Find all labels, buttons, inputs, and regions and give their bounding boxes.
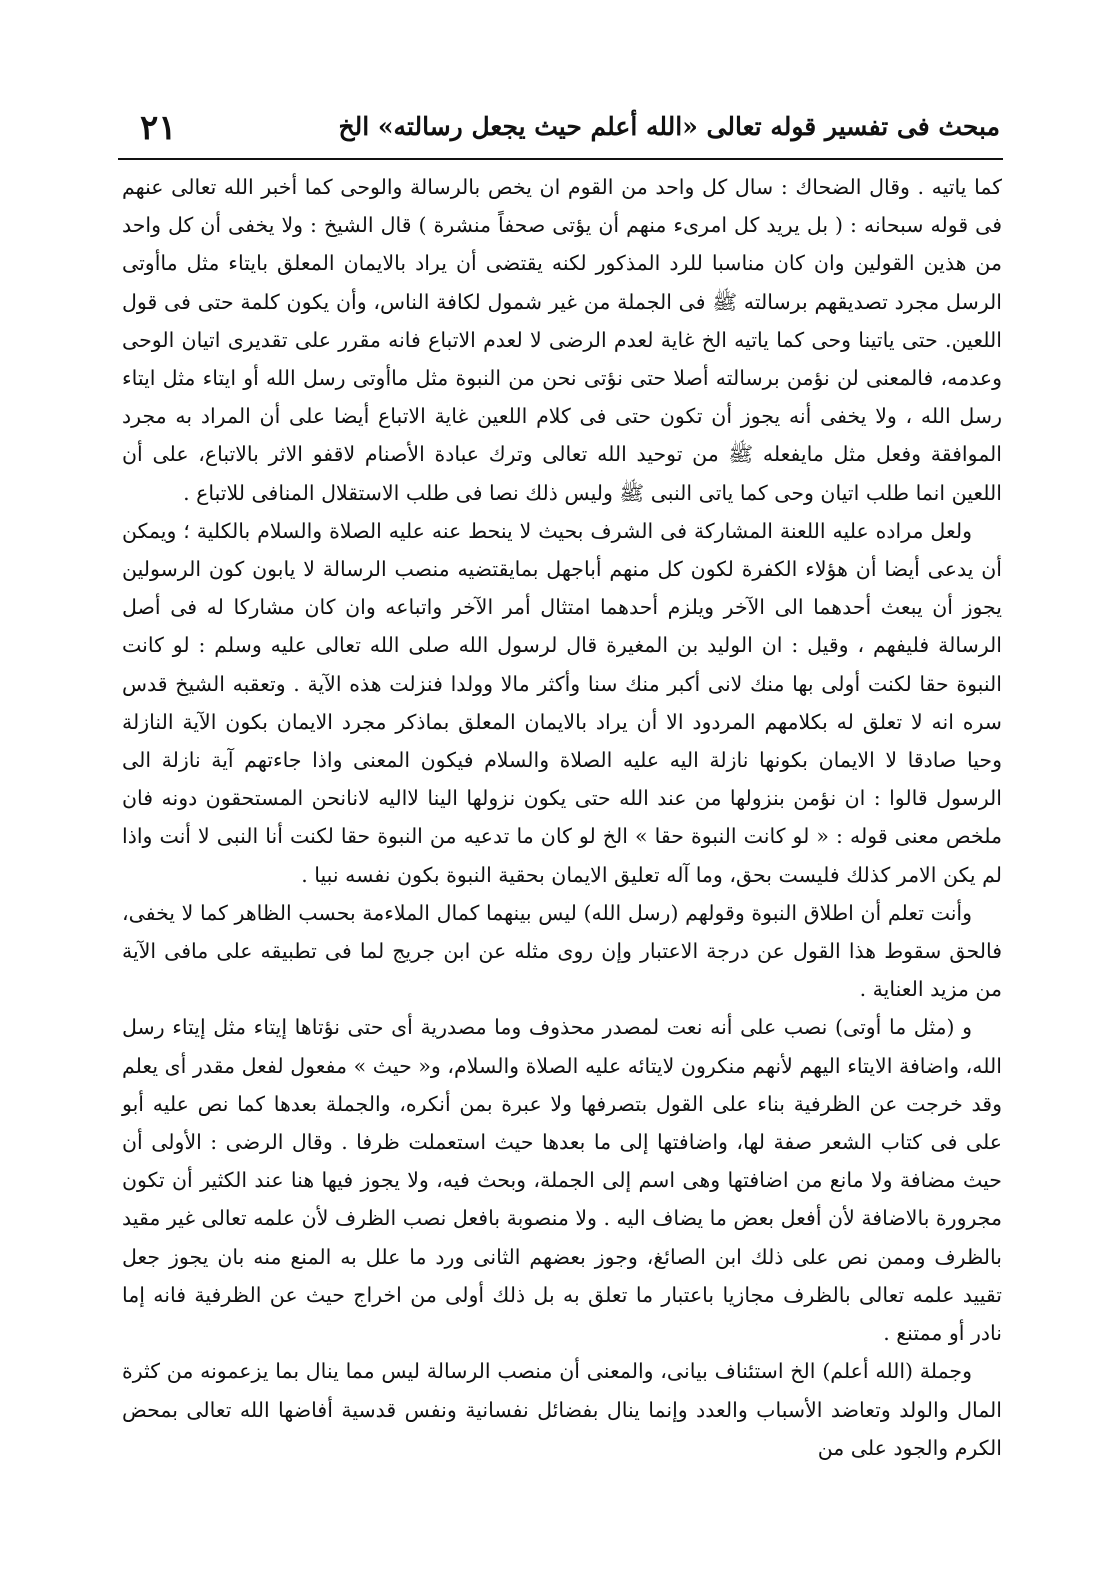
page-number: ٢١ xyxy=(140,108,177,148)
paragraph: كما ياتيه . وقال الضحاك : سال كل واحد من القوم ان يخص بالرسالة والوحى كما أخبر الله تعالى عنهم فى قوله سبحانه : ( بل يريد كل امرىء منهم أن يؤتى صحفاً منشرة ) قال الشيخ : ولا يخفى أن كل واحد من هذين القولين وان كان مناسبا للرد المذكور لكنه يقتضى أن يراد بالايمان المعلق بايتاء مثل ماأوتى الرسل مجرد تصديقهم برسالته ﷺ فى الجملة من غير شمول لكافة الناس، وأن يكون كلمة حتى فى قول اللعين. حتى ياتينا وحى كما ياتيه الخ غاية لعدم الرضى لا لعدم الاتباع فانه مقرر على تقديرى اتيان الوحى وعدمه، فالمعنى لن نؤمن برسالته أصلا حتى نؤتى نحن من النبوة مثل ماأوتى رسل الله أو ايتاء مثل ايتاء رسل الله ، ولا يخفى أنه يجوز أن تكون حتى فى كلام اللعين غاية الاتباع أيضا على أن المراد به مجرد الموافقة وفعل مثل مايفعله ﷺ من توحيد الله تعالى وترك عبادة الأصنام لاقفو الاثر بالاتباع، على أن اللعين انما طلب اتيان وحى كما ياتى النبى ﷺ وليس ذلك نصا فى طلب الاستقلال المنافى للاتباع . xyxy=(122,175,1002,505)
header-divider xyxy=(118,158,1003,160)
paragraph: ولعل مراده عليه اللعنة المشاركة فى الشرف بحيث لا ينحط عنه عليه الصلاة والسلام بالكلية ؛ ويمكن أن يدعى أيضا أن هؤلاء الكفرة لكون كل منهم أباجهل بمايقتضيه منصب الرسالة لا يابون كون الرسولين يجوز أن يبعث أحدهما الى الآخر ويلزم أحدهما امتثال أمر الآخر واتباعه وان كان مشاركا له فى أصل الرسالة فليفهم ، وقيل : ان الوليد بن المغيرة قال لرسول الله صلى الله تعالى عليه وسلم : لو كانت النبوة حقا لكنت أولى بها منك لانى أكبر منك سنا وأكثر مالا وولدا فنزلت هذه الآية . وتعقبه الشيخ قدس سره انه لا تعلق له بكلامهم المردود الا أن يراد بالايمان المعلق بماذكر مجرد الايمان بكون الآية النازلة وحيا صادقا لا الايمان بكونها نازلة اليه عليه الصلاة والسلام فيكون المعنى واذا جاءتهم آية نازلة الى الرسول قالوا : ان نؤمن بنزولها من عند الله حتى يكون نزولها الينا لااليه لانانحن المستحقون دونه فان ملخص معنى قوله : « لو كانت النبوة حقا » الخ لو كان ما تدعيه من النبوة حقا لكنت أنا النبى لا أنت واذا لم يكن الامر كذلك فليست بحق، وما آله تعليق الايمان بحقية النبوة بكون نفسه نبيا . xyxy=(122,518,1002,887)
paragraph: وجملة (الله أعلم) الخ استئناف بيانى، والمعنى أن منصب الرسالة ليس مما ينال بما يزعمونه من كثرة المال والولد وتعاضد الأسباب والعدد وإنما ينال بفضائل نفسانية ونفس قدسية أفاضها الله تعالى بمحض الكرم والجود على من xyxy=(122,1359,1002,1460)
paragraph: وأنت تعلم أن اطلاق النبوة وقولهم (رسل الله) ليس بينهما كمال الملاءمة بحسب الظاهر كما لا يخفى، فالحق سقوط هذا القول عن درجة الاعتبار وإن روى مثله عن ابن جريج لما فى تطبيقه على مافى الآية من مزيد العناية . xyxy=(122,900,1002,1002)
running-title: مبحث فى تفسير قوله تعالى «الله أعلم حيث يجعل رسالته» الخ xyxy=(338,112,1000,141)
paragraph: و (مثل ما أوتى) نصب على أنه نعت لمصدر محذوف وما مصدرية أى حتى نؤتاها إيتاء مثل إيتاء رسل الله، واضافة الايتاء اليهم لأنهم منكرون لايتائه عليه الصلاة والسلام، و« حيث » مفعول لفعل مقدر أى يعلم وقد خرجت عن الظرفية بناء على القول بتصرفها ولا عبرة بمن أنكره، والجملة بعدها كما نص عليه أبو على فى كتاب الشعر صفة لها، واضافتها إلى ما بعدها حيث استعملت ظرفا . وقال الرضى : الأولى أن حيث مضافة ولا مانع من اضافتها وهى اسم إلى الجملة، وبحث فيه، ولا يجوز فيها هنا عند الكثير أن تكون مجرورة بالاضافة لأن أفعل بعض ما يضاف اليه . ولا منصوبة بافعل نصب الظرف لأن علمه تعالى غير مقيد بالظرف وممن نص على ذلك ابن الصائغ، وجوز بعضهم الثانى ورد ما علل به المنع منه بان يجوز جعل تقييد علمه تعالى بالظرف مجازيا باعتبار ما تعلق به بل ذلك أولى من اخراج حيث عن الظرفية فانه إما نادر أو ممتنع . xyxy=(122,1015,1002,1346)
main-text xyxy=(122,168,1002,1467)
page-header xyxy=(120,108,1000,158)
